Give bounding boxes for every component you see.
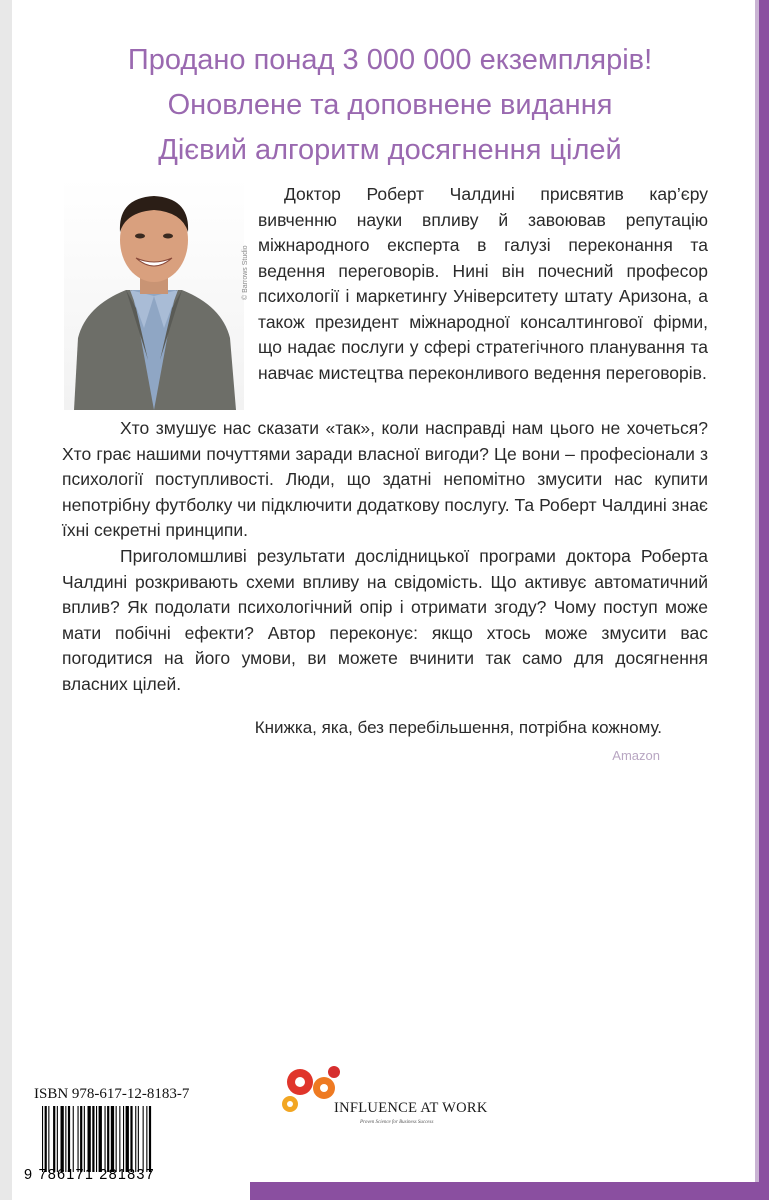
- author-bio: Доктор Роберт Чалдині присвятив кар’єру вивченню науки впливу й завоював репутацію міжнародного експерта в галузі переконання та ведення переговорів. Нині він почесний професор психології і маркетингу Університету штату Аризона, а також президент міжнародної консалтингової фірми, що надає послуги у сфері стратегічного планування та навчає мистецтва переконливого ведення переговорів.: [258, 184, 708, 383]
- description-paragraph-2: Приголомшливі результати дослідницької програми доктора Роберта Чалдині розкривають схеми впливу на свідомість. Що активує автоматичний вплив? Як подолати психологічний опір і отримати згоду? Чому поступ може мати побічні ефекти? Автор переконує: якщо хтось може змусити вас погодитися на його умови, ви можете вчинити так само для досягнення власних цілей.: [62, 546, 708, 694]
- logo-tagline: Proven Science for Business Success: [360, 1120, 434, 1125]
- bottom-purple-bar: [250, 1182, 769, 1200]
- barcode-bar: [143, 1106, 144, 1172]
- barcode-bar: [130, 1106, 132, 1172]
- barcode-bar: [88, 1106, 91, 1172]
- author-photo: [64, 178, 244, 410]
- barcode: [42, 1106, 224, 1172]
- barcode-bar: [84, 1106, 85, 1172]
- barcode-bar: [135, 1106, 136, 1172]
- barcode-bar: [42, 1106, 43, 1172]
- influence-at-work-logo: [278, 1062, 488, 1132]
- barcode-bar: [105, 1106, 106, 1172]
- author-portrait-icon: [64, 178, 244, 410]
- barcode-bar: [126, 1106, 129, 1172]
- left-edge: [0, 0, 12, 1200]
- barcode-bar: [45, 1106, 47, 1172]
- barcode-bar: [78, 1106, 79, 1172]
- barcode-bar: [53, 1106, 55, 1172]
- photo-credit: © Barrows Studio: [242, 245, 249, 300]
- review-source: Amazon: [612, 748, 660, 763]
- barcode-bar: [65, 1106, 66, 1172]
- tagline-sales: Продано понад 3 000 000 екземплярів!: [127, 44, 653, 76]
- barcode-bar: [73, 1106, 74, 1172]
- tagline-algorithm: Дієвий алгоритм досягнення цілей: [158, 134, 622, 166]
- barcode-bar: [92, 1106, 94, 1172]
- barcode-bar: [146, 1106, 147, 1172]
- barcode-bar: [61, 1106, 64, 1172]
- right-edge-purple: [759, 0, 769, 1200]
- barcode-bar: [123, 1106, 124, 1172]
- barcode-bar: [96, 1106, 97, 1172]
- description-paragraph-1: Хто змушує нас сказати «так», коли насправді нам цього не хочеться? Хто грає нашими почуттями заради власної вигоди? Це вони – професіонали з психології поступливості. Люди, що здатні непомітно змусити нас купити непотрібну футболку чи підключити додаткову послугу. Та Роберт Чалдині знає їхні секретні принципи.: [62, 418, 708, 540]
- barcode-bar: [111, 1106, 114, 1172]
- barcode-bar: [80, 1106, 82, 1172]
- review-quote: Книжка, яка, без перебільшення, потрібна кожному.: [254, 718, 662, 737]
- barcode-digits: 9 786171 281837: [24, 1167, 155, 1183]
- isbn-label: ISBN 978-617-12-8183-7: [34, 1086, 190, 1102]
- barcode-bar: [116, 1106, 117, 1172]
- barcode-bar: [107, 1106, 109, 1172]
- barcode-bar: [68, 1106, 70, 1172]
- barcode-bar: [119, 1106, 120, 1172]
- barcode-bar: [138, 1106, 139, 1172]
- barcode-bar: [48, 1106, 49, 1172]
- barcode-bar: [99, 1106, 102, 1172]
- tagline-edition: Оновлене та доповнене видання: [167, 89, 613, 121]
- barcode-bar: [149, 1106, 151, 1172]
- barcode-bar: [57, 1106, 58, 1172]
- logo-name: INFLUENCE AT WORK: [334, 1100, 488, 1116]
